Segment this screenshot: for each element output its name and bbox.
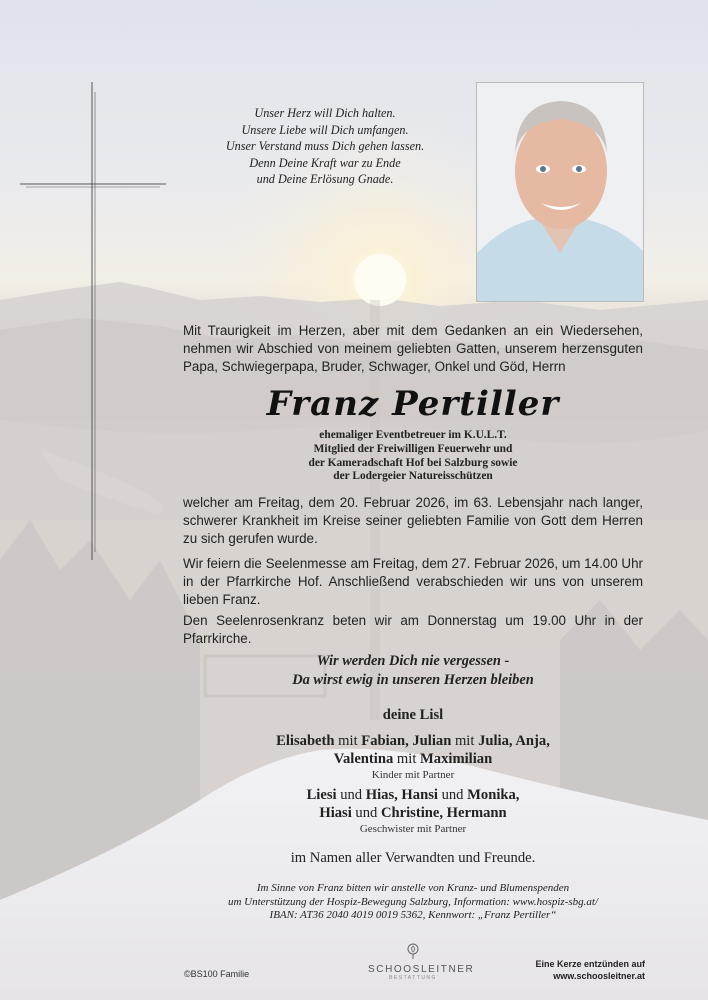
- role-line: Mitglied der Freiwilligen Feuerwehr und: [313, 442, 513, 455]
- rose-icon: [404, 942, 422, 960]
- children-block: [183, 732, 643, 782]
- poem-line: Unsere Liebe will Dich umfangen.: [241, 122, 409, 137]
- logo-tagline: BESTATTUNG: [389, 975, 437, 981]
- family-name: Christine, Hermann: [380, 805, 507, 821]
- donation-line: Im Sinne von Franz bitten wir anstelle von Kranz- und Blumenspenden: [256, 882, 570, 894]
- family-name: Valentina: [333, 751, 394, 767]
- poem-line: Denn Deine Kraft war zu Ende: [249, 155, 401, 170]
- logo-name: SCHOOSLEITNER: [368, 964, 475, 975]
- siblings-block: [183, 786, 643, 836]
- connector-word: mit: [393, 751, 421, 767]
- intro-text: Mit Traurigkeit im Herzen, aber mit dem Gedanken an ein Wiedersehen, nehmen wir Abschied von meinem geliebten Gatten, unserem herzensguten Papa, Schwiegerpapa, Bruder, Schwager, Onkel und Göd, Herrn: [183, 323, 643, 374]
- relatives-line: [183, 849, 643, 867]
- wife-label: deine Lisl: [382, 707, 444, 723]
- connector-word: und: [336, 787, 366, 803]
- portrait-photo: [476, 82, 644, 302]
- connector-word: und: [351, 805, 381, 821]
- children-label: Kinder mit Partner: [371, 769, 455, 781]
- role-line: der Kameradschaft Hof bei Salzburg sowie: [308, 456, 518, 469]
- rosary-info: Den Seelenrosenkranz beten wir am Donnerstag um 19.00 Uhr in der Pfarrkirche.: [183, 613, 643, 646]
- deceased-name: Franz Pertiller: [266, 384, 560, 424]
- copyright-text: ©BS100 Familie: [184, 969, 250, 979]
- siblings-label: Geschwister mit Partner: [359, 823, 467, 835]
- motto-line: Da wirst ewig in unseren Herzen bleiben: [292, 672, 534, 688]
- family-name: Elisabeth: [276, 733, 335, 749]
- family-name: Hias, Hansi: [365, 787, 438, 803]
- connector-word: und: [437, 787, 468, 803]
- poem-line: und Deine Erlösung Gnade.: [256, 172, 394, 187]
- deceased-roles: [183, 429, 643, 484]
- death-announcement: welcher am Freitag, dem 20. Februar 2026, im 63. Lebensjahr nach langer, schwerer Krankheit im Kreise seiner geliebten Familie von Gott dem Herren zu sich gerufen wurde.: [183, 495, 643, 546]
- role-line: der Lodergeier Natureisschützen: [333, 470, 493, 483]
- family-name: Hiasi: [319, 805, 352, 821]
- family-name: Fabian, Julian: [361, 733, 452, 749]
- donation-line: um Unterstützung der Hospiz-Bewegung Salzburg, Information: www.hospiz-sbg.at/: [227, 895, 599, 908]
- cross-icon: [20, 82, 170, 562]
- memorial-poem: [180, 105, 470, 188]
- funeral-home-logo: [368, 942, 475, 981]
- connector-word: mit: [334, 733, 362, 749]
- family-name: Maximilian: [420, 751, 493, 767]
- family-name: Monika,: [467, 787, 520, 803]
- relatives-text: im Namen aller Verwandten und Freunde.: [290, 850, 536, 866]
- candle-url[interactable]: www.schoosleitner.at: [553, 971, 645, 981]
- family-name: Julia, Anja,: [478, 733, 550, 749]
- family-name: Liesi: [306, 787, 337, 803]
- donation-line: IBAN: AT36 2040 4019 0019 5362, Kennwort: „Franz Pertiller“: [269, 909, 557, 922]
- motto-line: Wir werden Dich nie vergessen -: [316, 653, 510, 669]
- candle-text: Eine Kerze entzünden auf: [535, 959, 645, 969]
- role-line: ehemaliger Eventbetreuer im K.U.L.T.: [319, 429, 507, 441]
- wife-name: [183, 706, 643, 724]
- donation-note: [183, 882, 643, 923]
- candle-link-block[interactable]: [535, 958, 645, 982]
- connector-word: mit: [451, 733, 479, 749]
- poem-line: Unser Herz will Dich halten.: [254, 106, 396, 120]
- memorial-motto: [183, 652, 643, 690]
- poem-line: Unser Verstand muss Dich gehen lassen.: [225, 139, 425, 154]
- funeral-mass-info: Wir feiern die Seelenmesse am Freitag, dem 27. Februar 2026, um 14.00 Uhr in der Pfarrkirche Hof. Anschließend verabschieden wir uns von unserem lieben Franz.: [183, 556, 643, 607]
